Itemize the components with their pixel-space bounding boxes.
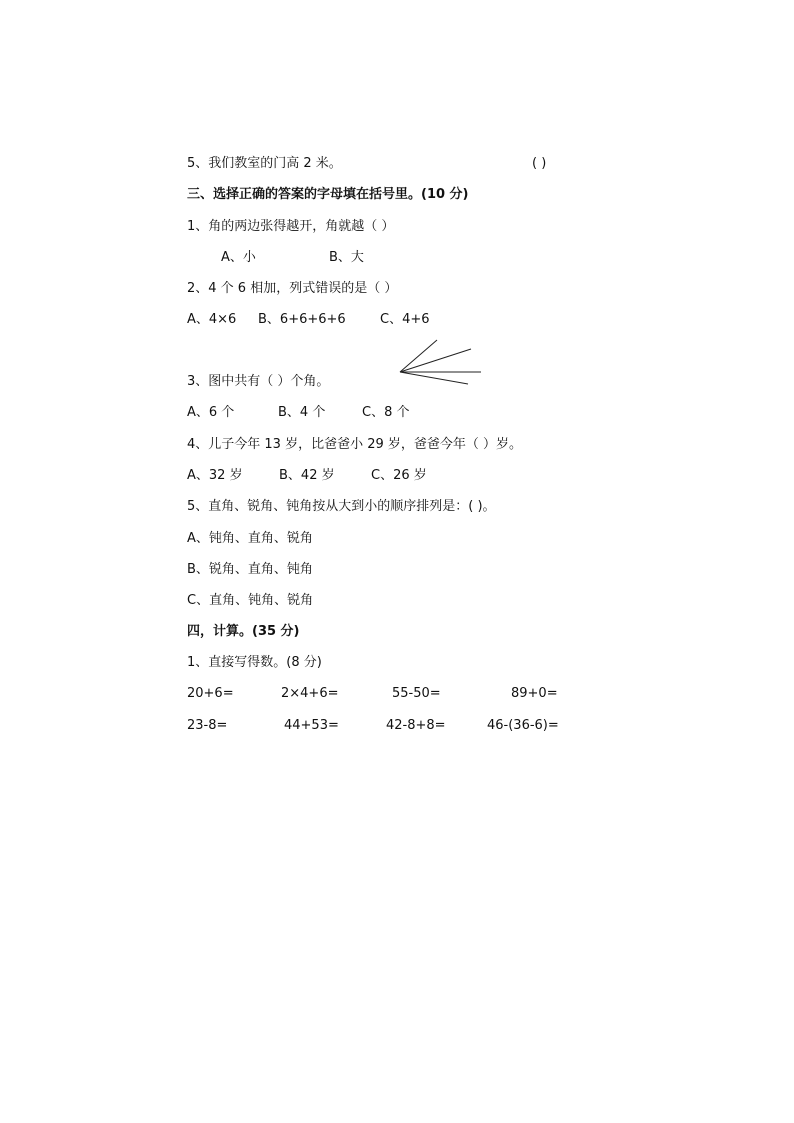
calc-item: 44+53= — [284, 718, 339, 733]
option-b: B、4 个 — [278, 405, 326, 420]
ray-4 — [400, 372, 468, 384]
option-a: A、钝角、直角、锐角 — [187, 531, 313, 546]
option-b: B、锐角、直角、钝角 — [187, 562, 313, 577]
option-a: A、小 — [221, 250, 256, 265]
option-c: C、直角、钝角、锐角 — [187, 593, 314, 608]
option-c: C、8 个 — [362, 405, 410, 420]
ray-1 — [400, 340, 437, 372]
question-text: 5、我们教室的门高 2 米。 — [187, 156, 342, 171]
answer-bracket: ( ) — [532, 156, 547, 171]
calc-item: 2×4+6= — [281, 686, 339, 701]
section-3-heading: 三、选择正确的答案的字母填在括号里。(10 分) — [187, 187, 469, 202]
option-a: A、4×6 — [187, 312, 237, 327]
question-3-2: 2、4 个 6 相加，列式错误的是（ ） — [187, 281, 398, 296]
ray-2 — [400, 349, 471, 372]
angle-figure — [395, 338, 485, 388]
question-2-5 — [187, 155, 342, 173]
question-3-3: 3、图中共有（ ）个角。 — [187, 374, 330, 389]
question-3-1: 1、角的两边张得越开，角就越（ ） — [187, 219, 395, 234]
option-b: B、42 岁 — [279, 468, 335, 483]
option-a: A、6 个 — [187, 405, 235, 420]
calc-item: 20+6= — [187, 686, 234, 701]
calc-item: 55-50= — [392, 686, 441, 701]
option-a: A、32 岁 — [187, 468, 243, 483]
calc-item: 46-(36-6)= — [487, 718, 559, 733]
option-b: B、6+6+6+6 — [258, 312, 346, 327]
question-3-5: 5、直角、锐角、钝角按从大到小的顺序排列是：( )。 — [187, 499, 496, 514]
question-4-1: 1、直接写得数。(8 分) — [187, 655, 322, 670]
calc-item: 42-8+8= — [386, 718, 446, 733]
question-3-4: 4、儿子今年 13 岁，比爸爸小 29 岁，爸爸今年（ ）岁。 — [187, 437, 523, 452]
calc-item: 89+0= — [511, 686, 558, 701]
calc-item: 23-8= — [187, 718, 228, 733]
option-c: C、4+6 — [380, 312, 430, 327]
option-b: B、大 — [329, 250, 364, 265]
option-c: C、26 岁 — [371, 468, 427, 483]
section-4-heading: 四，计算。(35 分) — [187, 624, 300, 639]
